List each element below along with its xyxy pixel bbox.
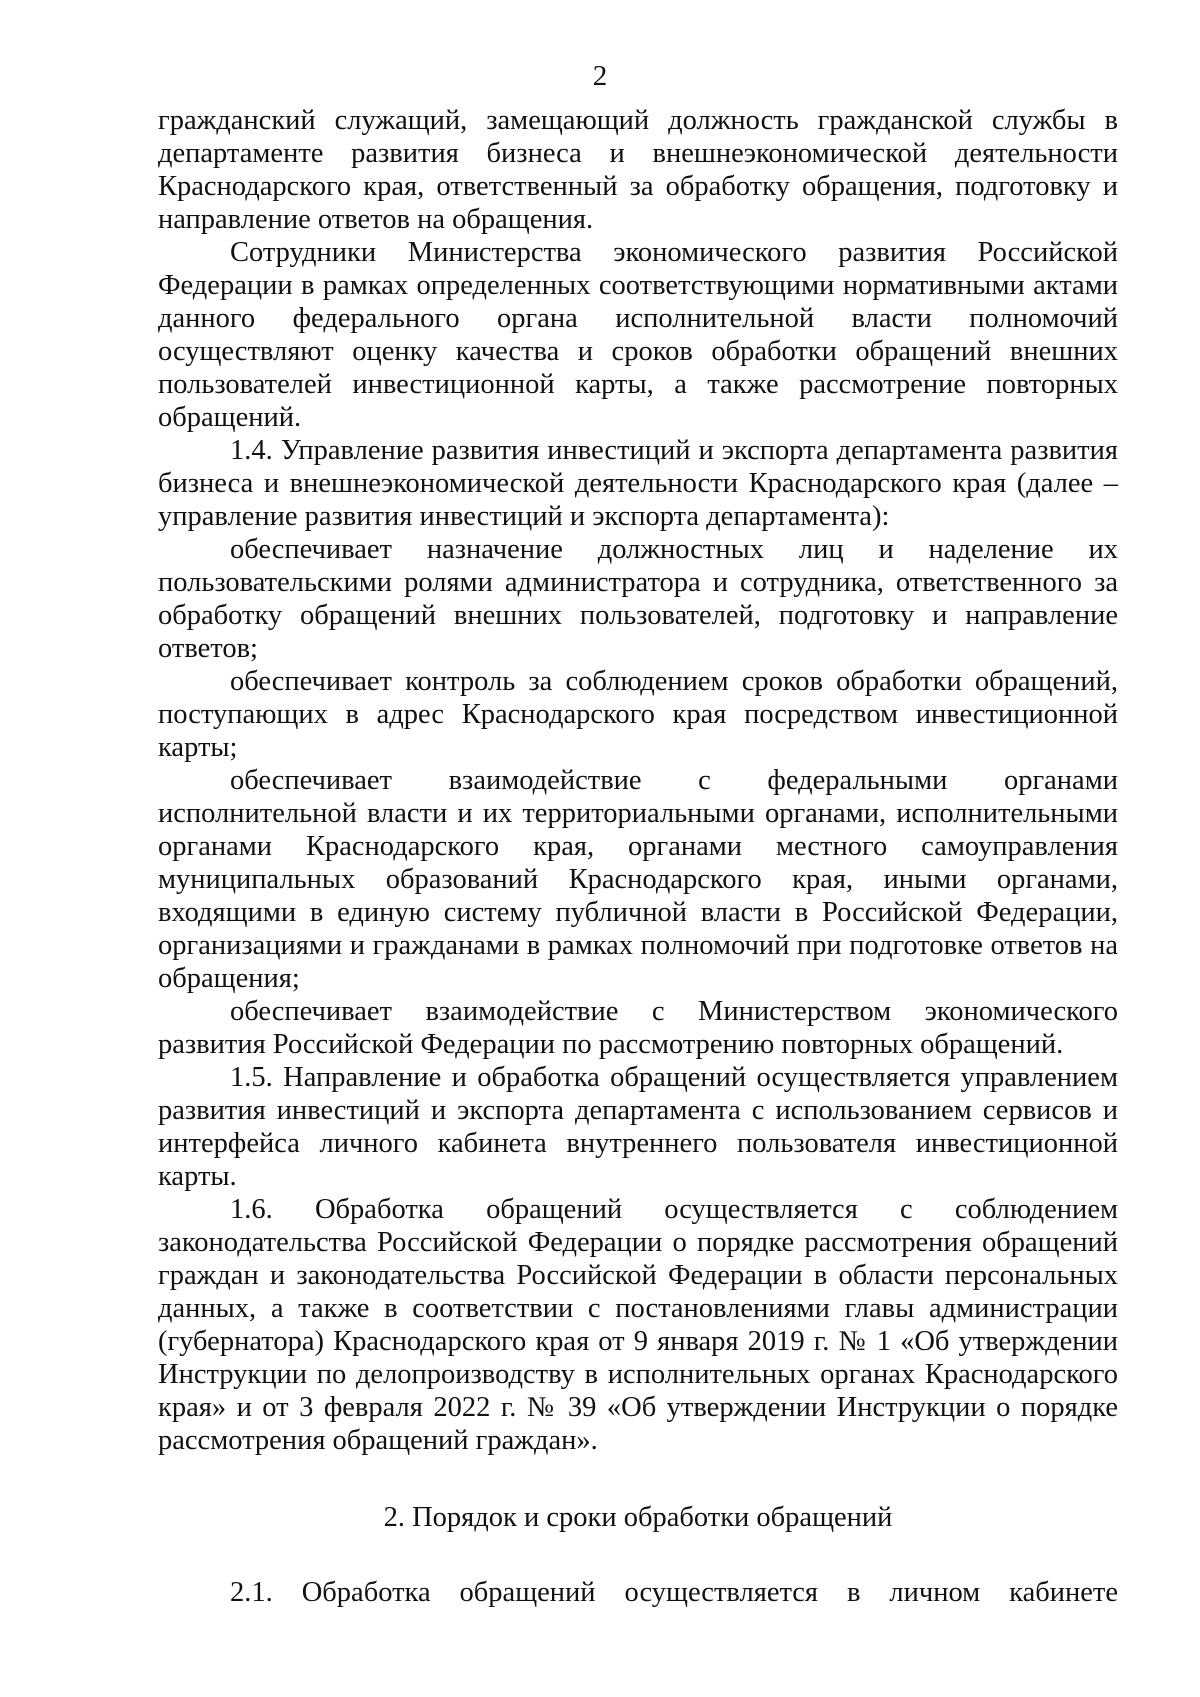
paragraph-1-5: 1.5. Направление и обработка обращений осуществляется управлением развития инвестиций и экспорта департамента с использованием сервисов и интерфейса личного кабинета внутреннего пользователя инвестиционной карты. xyxy=(158,1062,1118,1192)
paragraph-ministry-staff: Сотрудники Министерства экономического развития Российской Федерации в рамках определенных соответствующими нормативными актами данного федерального органа исполнительной власти полномочий осуществляют оценку качества и сроков обработки обращений внешних пользователей инвестиционной карты, а также рассмотрение повторных обращений. xyxy=(158,237,1118,433)
paragraph-duty-control: обеспечивает контроль за соблюдением сроков обработки обращений, поступающих в адрес Краснодарского края посредством инвестиционной карты; xyxy=(158,666,1118,763)
paragraph-2-1: 2.1. Обработка обращений осуществляется в личном кабинете xyxy=(230,1577,1118,1608)
paragraph-continuation: гражданский служащий, замещающий должность гражданской службы в департаменте развития бизнеса и внешнеэкономической деятельности Краснодарского края, ответственный за обработку обращения, подготовку и направление ответов на обращения. xyxy=(158,105,1118,235)
section-heading: 2. Порядок и сроки обработки обращений xyxy=(383,1502,893,1533)
paragraph-1-4: 1.4. Управление развития инвестиций и экспорта департамента развития бизнеса и внешнеэкономической деятельности Краснодарского края (далее – управление развития инвестиций и экспорта департамента): xyxy=(158,435,1118,532)
paragraph-1-6: 1.6. Обработка обращений осуществляется с соблюдением законодательства Российской Федерации о порядке рассмотрения обращений граждан и законодательства Российской Федерации в области персональных данных, а также в соответствии с постановлениями главы администрации (губернатора) Краснодарского края от 9 января 2019 г. № 1 «Об утверждении Инструкции по делопроизводству в исполнительных органах Краснодарского края» и от 3 февраля 2022 г. № 39 «Об утверждении Инструкции о порядке рассмотрения обращений граждан». xyxy=(158,1194,1118,1456)
page-number: 2 xyxy=(592,60,608,92)
paragraph-duty-appointment: обеспечивает назначение должностных лиц и наделение их пользовательскими ролями администратора и сотрудника, ответственного за обработку обращений внешних пользователей, подготовку и направление ответов; xyxy=(158,534,1118,664)
paragraph-duty-ministry-interaction: обеспечивает взаимодействие с Министерством экономического развития Российской Федерации по рассмотрению повторных обращений. xyxy=(158,996,1118,1060)
document-body xyxy=(158,104,1118,1609)
paragraph-duty-interaction: обеспечивает взаимодействие с федеральными органами исполнительной власти и их территориальными органами, исполнительными органами Краснодарского края, органами местного самоуправления муниципальных образований Краснодарского края, иными органами, входящими в единую систему публичной власти в Российской Федерации, организациями и гражданами в рамках полномочий при подготовке ответов на обращения; xyxy=(158,765,1118,994)
